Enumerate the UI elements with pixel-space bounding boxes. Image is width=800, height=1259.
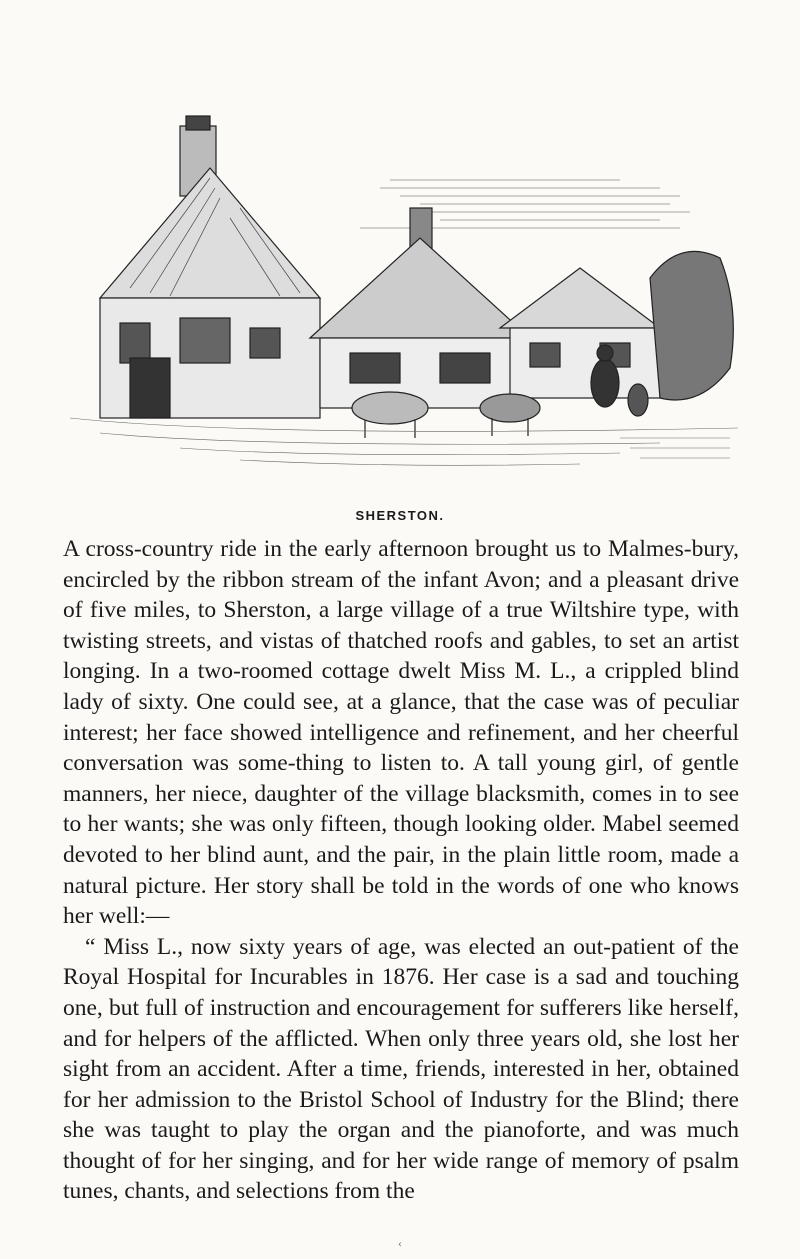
village-engraving: [60, 108, 738, 480]
body-text: [63, 534, 739, 1207]
page-mark: ‹: [398, 1236, 402, 1250]
paragraph: “ Miss L., now sixty years of age, was elected an out-patient of the Royal Hospital for Incurables in 1876. Her case is a sad and touching one, but full of instruction and encouragement for sufferers like herself, and for helpers of the afflicted. When only three years old, she lost her sight from an accident. After a time, friends, interested in her, obtained for her admission to the Bristol School of Industry for the Blind; there she was taught to play the organ and the pianoforte, and was much thought of for her singing, and for her wide range of memory of psalm tunes, chants, and selections from the: [63, 933, 739, 1205]
paragraph: A cross-country ride in the early afternoon brought us to Malmes-bury, encircled by the ribbon stream of the infant Avon; and a pleasant drive of five miles, to Sherston, a large village of a true Wiltshire type, with twisting streets, and vistas of thatched roofs and gables, to set an artist longing. In a two-roomed cottage dwelt Miss M. L., a crippled blind lady of sixty. One could see, at a glance, that the case was of peculiar interest; her face showed intelligence and refinement, and her cheerful conversation was some-thing to listen to. A tall young girl, of gentle manners, her niece, daughter of the village blacksmith, comes in to see to her wants; she was only fifteen, though looking older. Mabel seemed devoted to her blind aunt, and the pair, in the plain little room, made a natural picture. Her story shall be told in the words of one who knows her well:—: [63, 536, 739, 930]
figure-caption: SHERSTON.: [355, 508, 445, 523]
sherston-illustration: [60, 108, 738, 480]
